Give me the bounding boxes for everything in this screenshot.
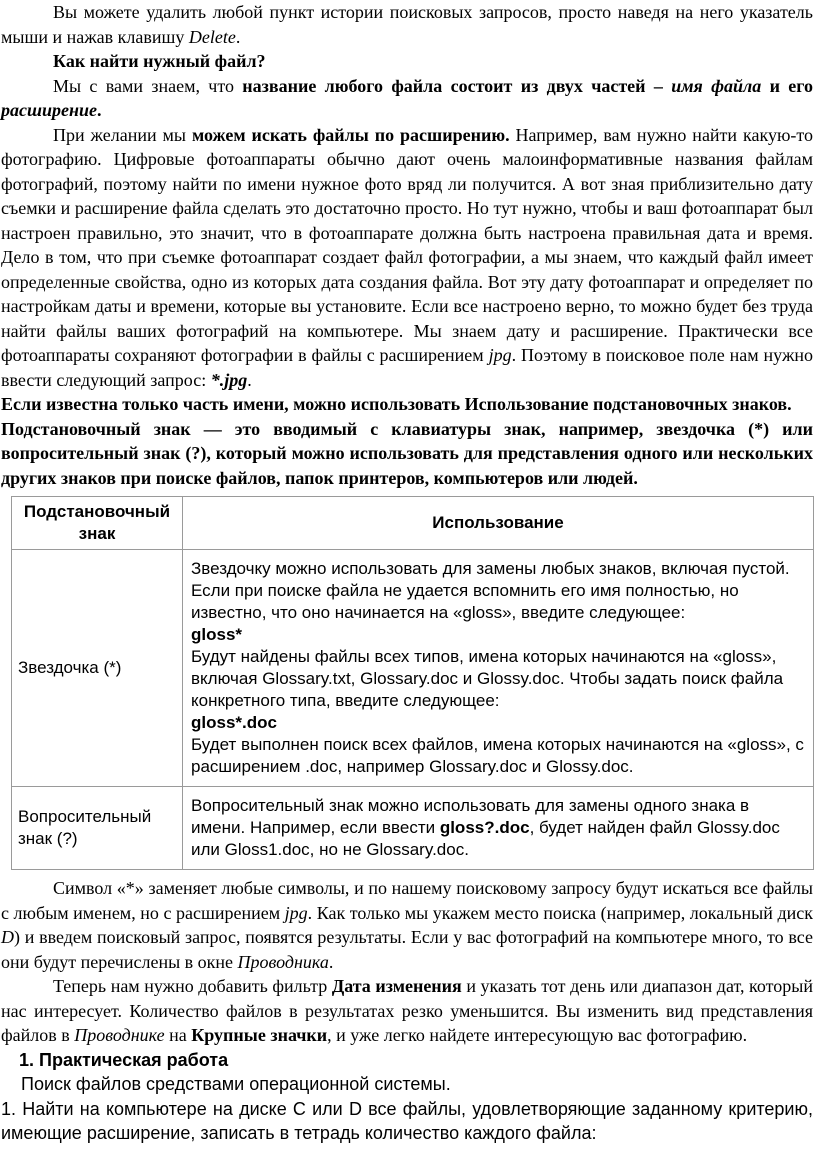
row-asterisk-label: Звездочка (*) xyxy=(12,550,183,787)
wildcard-table xyxy=(11,496,814,870)
search-by-extension-paragraph: При желании мы можем искать файлы по расширению. Например, вам нужно найти какую-то фотографию. Цифровые фотоаппараты обычно дают очень малоинформативные названия файлам фотографий, поэтому найти по имени нужное фото вряд ли получится. А вот зная приблизительно дату съемки и расширение файла сделать это достаточно просто. Но тут нужно, чтобы и ваш фотоаппарат был настроен правильно, это значит, что в фотоаппарате должна быть настроена правильная дата и время. Дело в том, что при съемке фотоаппарат создает файл фотографии, а мы знаем, что каждый файл имеет определенные свойства, одно из которых дата создания файла. Вот эту дату фотоаппарат и определяет по настройкам даты и времени, которые вы установите. Если все настроено верно, то можно будет без труда найти файлы ваших фотографий на компьютере. Мы знаем дату и расширение. Практически все фотоаппараты сохраняют фотографии в файлы с расширением jpg. Поэтому в поисковое поле нам нужно ввести следующий запрос: *.jpg. xyxy=(1,124,814,390)
practice-title: 1. Практическая работа xyxy=(19,1049,229,1070)
filter-paragraph: Теперь нам нужно добавить фильтр Дата изменения и указать тот день или диапазон дат, который нас интересует. Количество файлов в результатах резко уменьшится. Вы изменить вид представления файлов в Проводнике на Крупные значки, и уже легко найдете интересующую вас фотографию. xyxy=(1,976,814,1045)
intro-paragraph xyxy=(1,0,813,49)
intro-text-end: . xyxy=(235,26,241,47)
code-gloss-star: gloss* xyxy=(191,625,243,644)
search-query: *.jpg xyxy=(210,369,248,390)
table-row xyxy=(12,787,814,870)
header-wildcard: Подстановочный знак xyxy=(12,497,183,550)
header-usage: Использование xyxy=(183,497,814,550)
wildcard-definition: Подстановочный знак — это вводимый с клавиатуры знак, например, звездочка (*) или вопросительный знак (?), который можно использовать для представления одного или нескольких других знаков при поиске файлов, папок принтеров, компьютеров или людей. xyxy=(1,418,813,488)
table-row xyxy=(12,550,814,787)
extension-jpg: jpg xyxy=(488,345,512,365)
intro-text: Вы можете удалить любой пункт истории поисковых запросов, просто наведя на него указатель мыши и нажав клавишу xyxy=(1,2,813,47)
practice-subtitle: Поиск файлов средствами операционной системы. xyxy=(21,1074,451,1094)
row-asterisk-usage: Звездочку можно использовать для замены любых знаков, включая пустой. Если при поиске файла не удается вспомнить его имя полностью, но известно, что оно начинается на «gloss», введите следующее: gloss* Будут найдены файлы всех типов, имена которых начинаются на «gloss», включая Glossary.txt, Glossary.doc и Glossy.doc. Чтобы задать поиск файла конкретного типа, введите следующее: gloss*.doc Будет выполнен поиск всех файлов, имена которых начинаются на «gloss», с расширением .doc, например Glossary.doc и Glossy.doc. xyxy=(183,550,814,787)
practice-task-1: 1. Найти на компьютере на диске C или D все файлы, удовлетворяющие заданному критерию, имеющие расширение, записать в тетрадь количество каждого файла: xyxy=(1,1098,813,1143)
table-header-row xyxy=(12,497,814,550)
code-gloss-question-doc: gloss?.doc xyxy=(439,818,530,837)
symbol-paragraph: Символ «*» заменяет любые символы, и по нашему поисковому запросу будут искаться все файлы с любым именем, но с расширением jpg. Как только мы укажем место поиска (например, локальный диск D) и введем поисковый запрос, появятся результаты. Если у вас фотографий на компьютере много, то все они будут перечислены в окне Проводника. xyxy=(1,878,813,972)
delete-key-name: Delete xyxy=(188,26,236,47)
row-question-usage: Вопросительный знак можно использовать для замены одного знака в имени. Например, если ввести gloss?.doc, будет найден файл Glossy.doc или Gloss1.doc, но не Glossary.doc. xyxy=(183,787,814,870)
row-question-label: Вопросительный знак (?) xyxy=(12,787,183,870)
code-gloss-star-doc: gloss*.doc xyxy=(191,713,277,732)
partial-name-heading: Если известна только часть имени, можно использовать Использование подстановочных знаков. xyxy=(1,394,792,414)
heading-find-file: Как найти нужный файл? xyxy=(53,51,266,71)
name-paragraph: Мы с вами знаем, что название любого файла состоит из двух частей – имя файла и его расширение. xyxy=(1,75,814,120)
